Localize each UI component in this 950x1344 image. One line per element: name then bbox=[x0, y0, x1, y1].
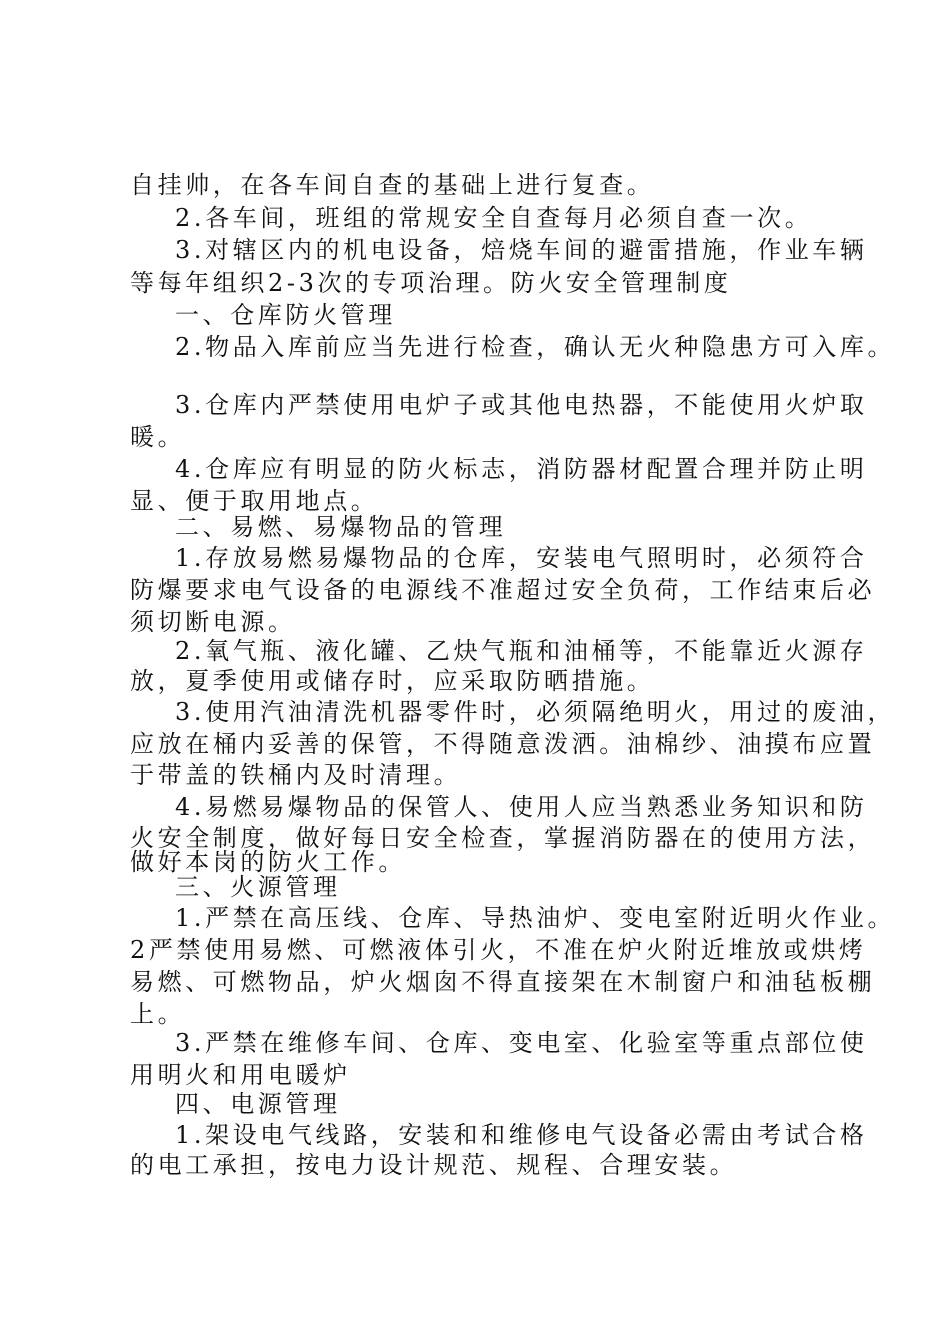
text-line: 1.架设电气线路，安装和和维修电气设备必需由考试合格 bbox=[175, 1121, 868, 1149]
text-line: 防爆要求电气设备的电源线不准超过安全负荷，工作结束后必 bbox=[130, 576, 876, 604]
text-line: 暖。 bbox=[130, 423, 186, 451]
text-line: 4.仓库应有明显的防火标志，消防器材配置合理并防止明 bbox=[175, 455, 868, 483]
text-line: 二、易燃、易爆物品的管理 bbox=[175, 513, 507, 541]
text-line: 1.存放易燃易爆物品的仓库，安装电气照明时，必须符合 bbox=[175, 544, 868, 572]
text-line: 显、便于取用地点。 bbox=[130, 487, 379, 515]
text-line: 三、火源管理 bbox=[175, 873, 341, 901]
text-line: 上。 bbox=[130, 1000, 186, 1028]
text-line: 1.严禁在高压线、仓库、导热油炉、变电室附近明火作业。 bbox=[175, 904, 896, 932]
text-line: 2严禁使用易燃、可燃液体引火，不准在炉火附近堆放或烘烤 bbox=[130, 936, 867, 964]
text-line: 2.物品入库前应当先进行检查，确认无火种隐患方可入库。 bbox=[175, 333, 896, 361]
text-line: 2.各车间，班组的常规安全自查每月必须自查一次。 bbox=[175, 204, 813, 232]
text-line: 四、电源管理 bbox=[175, 1090, 341, 1118]
text-line: 应放在桶内妥善的保管，不得随意泼洒。油棉纱、油摸布应置 bbox=[130, 730, 876, 758]
text-line: 3.严禁在维修车间、仓库、变电室、化验室等重点部位使 bbox=[175, 1029, 868, 1057]
text-line: 3.使用汽油清洗机器零件时，必须隔绝明火，用过的废油， bbox=[175, 698, 896, 726]
text-line: 3.对辖区内的机电设备，焙烧车间的避雷措施，作业车辆 bbox=[175, 236, 868, 264]
text-line: 3.仓库内严禁使用电炉子或其他电热器，不能使用火炉取 bbox=[175, 391, 868, 419]
text-line: 的电工承担，按电力设计规范、规程、合理安装。 bbox=[130, 1151, 738, 1179]
text-line: 于带盖的铁桶内及时清理。 bbox=[130, 761, 462, 789]
text-line: 须切断电源。 bbox=[130, 608, 296, 636]
text-line: 做好本岗的防火工作。 bbox=[130, 848, 406, 876]
text-line: 等每年组织2-3次的专项治理。防火安全管理制度 bbox=[130, 269, 732, 297]
text-line: 火安全制度，做好每日安全检查，掌握消防器在的使用方法， bbox=[130, 824, 876, 852]
text-line: 放，夏季使用或储存时，应采取防晒措施。 bbox=[130, 667, 655, 695]
text-line: 自挂帅，在各车间自查的基础上进行复查。 bbox=[130, 171, 655, 199]
text-line: 用明火和用电暖炉 bbox=[130, 1061, 351, 1089]
text-line: 4.易燃易爆物品的保管人、使用人应当熟悉业务知识和防 bbox=[175, 793, 868, 821]
text-line: 2.氧气瓶、液化罐、乙炔气瓶和油桶等，不能靠近火源存 bbox=[175, 637, 868, 665]
text-line: 一、仓库防火管理 bbox=[175, 301, 396, 329]
text-line: 易燃、可燃物品，炉火烟囱不得直接架在木制窗户和油毡板棚 bbox=[130, 968, 876, 996]
